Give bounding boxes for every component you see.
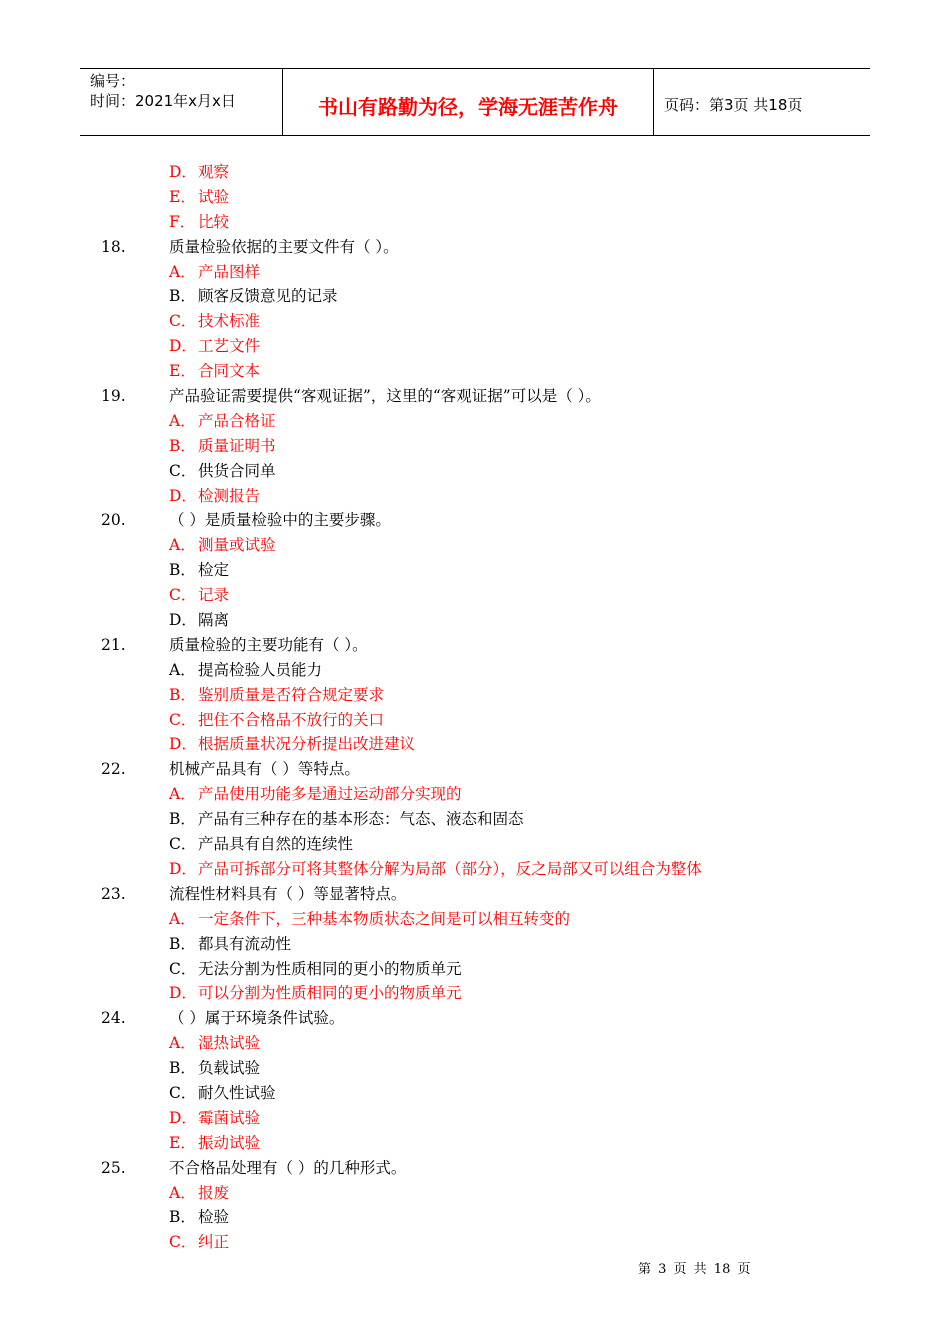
option-letter: A． <box>169 1034 196 1053</box>
option-text: 报废 <box>198 1183 230 1202</box>
option-row <box>0 459 950 484</box>
option-letter: A． <box>169 909 196 928</box>
question-number: 22. <box>101 760 126 779</box>
option-row <box>0 981 950 1006</box>
question-number: 19. <box>101 387 126 406</box>
option <box>169 284 338 309</box>
option-text: 湿热试验 <box>198 1034 261 1053</box>
option-row <box>0 409 950 434</box>
option-text: 合同文本 <box>198 362 261 381</box>
option-letter: F． <box>169 212 196 231</box>
option-letter: C． <box>169 586 197 605</box>
option-row <box>0 857 950 882</box>
option-row <box>0 309 950 334</box>
answer-option <box>169 185 229 210</box>
option-text: 可以分割为性质相同的更小的物质单元 <box>198 984 462 1003</box>
option <box>169 807 524 832</box>
option-text: 产品合格证 <box>198 411 276 430</box>
option-row <box>0 1181 950 1206</box>
option-text: 测量或试验 <box>198 536 276 555</box>
answer-option <box>169 434 276 459</box>
answer-option <box>169 683 384 708</box>
answer-option <box>169 409 276 434</box>
question-row <box>0 508 950 533</box>
option-letter: A． <box>169 1183 196 1202</box>
option <box>169 932 291 957</box>
option-row <box>0 359 950 384</box>
header-meta <box>80 69 282 135</box>
option-text: 根据质量状况分析提出改进建议 <box>198 735 416 754</box>
option-letter: D． <box>169 486 197 505</box>
option-row <box>0 1205 950 1230</box>
option-row <box>0 434 950 459</box>
question-row <box>0 1156 950 1181</box>
option-letter: A． <box>169 660 196 679</box>
option <box>169 608 229 633</box>
option <box>169 658 322 683</box>
option-row <box>0 782 950 807</box>
option-letter: D． <box>169 163 197 181</box>
option-row <box>0 1131 950 1156</box>
answer-option <box>169 334 260 359</box>
option-text: 检测报告 <box>198 486 261 505</box>
option-text: 试验 <box>198 187 230 206</box>
option-letter: B． <box>169 1059 196 1078</box>
option-text: 顾客反馈意见的记录 <box>198 287 338 306</box>
question-text: （ ）是质量检验中的主要步骤。 <box>169 511 391 530</box>
option <box>169 1056 260 1081</box>
option-text: 隔离 <box>198 611 230 630</box>
question-list <box>0 160 950 1255</box>
option-letter: A． <box>169 536 196 555</box>
option-letter: B． <box>169 934 196 953</box>
option-letter: B． <box>169 1208 196 1227</box>
option <box>169 459 276 484</box>
option-text: 产品具有自然的连续性 <box>198 835 354 854</box>
option-row <box>0 608 950 633</box>
option-text: 鉴别质量是否符合规定要求 <box>198 685 385 704</box>
option-row <box>0 832 950 857</box>
question-number: 23. <box>101 884 126 903</box>
question-text: 产品验证需要提供“客观证据”，这里的“客观证据”可以是（ ）。 <box>169 387 601 406</box>
option-row <box>0 683 950 708</box>
option-letter: A． <box>169 785 196 804</box>
option-row <box>0 957 950 982</box>
question-number: 24. <box>101 1009 126 1028</box>
answer-option <box>169 708 384 733</box>
option-row <box>0 1031 950 1056</box>
answer-option <box>169 1181 229 1206</box>
question-text: （ ）属于环境条件试验。 <box>169 1009 345 1028</box>
question-number: 18. <box>101 237 126 256</box>
option-letter: D． <box>169 337 197 356</box>
option-letter: C． <box>169 835 197 854</box>
answer-option <box>169 782 462 807</box>
option-letter: A． <box>169 411 196 430</box>
answer-option <box>169 583 229 608</box>
option-letter: B． <box>169 685 196 704</box>
option-text: 技术标准 <box>198 312 261 331</box>
question-row <box>0 882 950 907</box>
answer-option <box>169 210 229 235</box>
option-row <box>0 334 950 359</box>
option-text: 供货合同单 <box>198 461 276 480</box>
question-number: 25. <box>101 1158 126 1177</box>
option-text: 振动试验 <box>198 1133 261 1152</box>
question-number: 21. <box>101 635 126 654</box>
option-row <box>0 160 950 185</box>
option-letter: D． <box>169 611 197 630</box>
option-row <box>0 1230 950 1255</box>
option-text: 无法分割为性质相同的更小的物质单元 <box>198 959 462 978</box>
option-text: 工艺文件 <box>198 337 261 356</box>
option-letter: E． <box>169 362 196 381</box>
option-row <box>0 284 950 309</box>
question-row <box>0 633 950 658</box>
answer-option <box>169 533 276 558</box>
answer-option <box>169 484 260 509</box>
option <box>169 832 353 857</box>
answer-option <box>169 907 570 932</box>
option-text: 耐久性试验 <box>198 1083 276 1102</box>
answer-option <box>169 732 415 757</box>
option-row <box>0 583 950 608</box>
option-letter: C． <box>169 710 197 729</box>
question-text: 质量检验依据的主要文件有（ ）。 <box>169 237 399 256</box>
option-text: 霉菌试验 <box>198 1108 261 1127</box>
option-text: 产品可拆部分可将其整体分解为局部（部分），反之局部又可以组合为整体 <box>198 859 702 878</box>
option-row <box>0 1081 950 1106</box>
header-code-label: 编号： <box>90 72 136 90</box>
option-letter: C． <box>169 1233 197 1252</box>
option-letter: C． <box>169 959 197 978</box>
option-letter: E． <box>169 1133 196 1152</box>
option-row <box>0 807 950 832</box>
answer-option <box>169 160 229 185</box>
option-text: 观察 <box>198 163 230 181</box>
option-text: 都具有流动性 <box>198 934 292 953</box>
answer-option <box>169 309 260 334</box>
option-text: 纠正 <box>198 1233 230 1252</box>
answer-option <box>169 260 260 285</box>
answer-option <box>169 1230 229 1255</box>
option-text: 质量证明书 <box>198 436 276 455</box>
question-number: 20. <box>101 511 126 530</box>
option-text: 产品图样 <box>198 262 261 281</box>
option-text: 产品使用功能多是通过运动部分实现的 <box>198 785 462 804</box>
option <box>169 1081 276 1106</box>
question-text: 质量检验的主要功能有（ ）。 <box>169 635 368 654</box>
option-row <box>0 533 950 558</box>
option-letter: D． <box>169 1108 197 1127</box>
option-letter: C． <box>169 461 197 480</box>
option <box>169 558 229 583</box>
option-letter: B． <box>169 810 196 829</box>
option-row <box>0 185 950 210</box>
answer-option <box>169 359 260 384</box>
option-letter: D． <box>169 859 197 878</box>
header-page-label: 页码：第3页 共18页 <box>664 95 803 114</box>
header-date-label: 时间：2021年x月x日 <box>90 92 236 110</box>
option-letter: A． <box>169 262 196 281</box>
page-footer: 第 3 页 共 18 页 <box>638 1262 751 1277</box>
option-row <box>0 658 950 683</box>
option-row <box>0 260 950 285</box>
option-row <box>0 558 950 583</box>
header-motto: 书山有路勤为径，学海无涯苦作舟 <box>282 69 654 135</box>
option-letter: D． <box>169 984 197 1003</box>
question-text: 机械产品具有（ ）等特点。 <box>169 760 360 779</box>
option-row <box>0 1056 950 1081</box>
question-row <box>0 235 950 260</box>
option-letter: B． <box>169 436 196 455</box>
option-text: 产品有三种存在的基本形态：气态、液态和固态 <box>198 810 524 829</box>
option-text: 检定 <box>198 561 230 580</box>
option-row <box>0 484 950 509</box>
answer-option <box>169 981 462 1006</box>
option-text: 记录 <box>198 586 230 605</box>
option-row <box>0 907 950 932</box>
answer-option <box>169 1106 260 1131</box>
option-text: 检验 <box>198 1208 230 1227</box>
option-letter: C． <box>169 1083 197 1102</box>
question-text: 不合格品处理有（ ）的几种形式。 <box>169 1158 407 1177</box>
option-letter: E． <box>169 187 196 206</box>
option <box>169 1205 229 1230</box>
option-letter: D． <box>169 735 197 754</box>
answer-option <box>169 857 702 882</box>
answer-option <box>169 1131 260 1156</box>
option-row <box>0 210 950 235</box>
option-row <box>0 732 950 757</box>
option-text: 一定条件下，三种基本物质状态之间是可以相互转变的 <box>198 909 571 928</box>
option-letter: B． <box>169 561 196 580</box>
option-text: 比较 <box>198 212 230 231</box>
page-header <box>80 68 870 136</box>
question-text: 流程性材料具有（ ）等显著特点。 <box>169 884 407 903</box>
option-text: 把住不合格品不放行的关口 <box>198 710 385 729</box>
answer-option <box>169 1031 260 1056</box>
option-text: 负载试验 <box>198 1059 261 1078</box>
option-text: 提高检验人员能力 <box>198 660 323 679</box>
option-row <box>0 1106 950 1131</box>
option <box>169 957 462 982</box>
question-row <box>0 757 950 782</box>
option-row <box>0 708 950 733</box>
question-row <box>0 1006 950 1031</box>
question-row <box>0 384 950 409</box>
option-letter: B． <box>169 287 196 306</box>
option-letter: C． <box>169 312 197 331</box>
option-row <box>0 932 950 957</box>
